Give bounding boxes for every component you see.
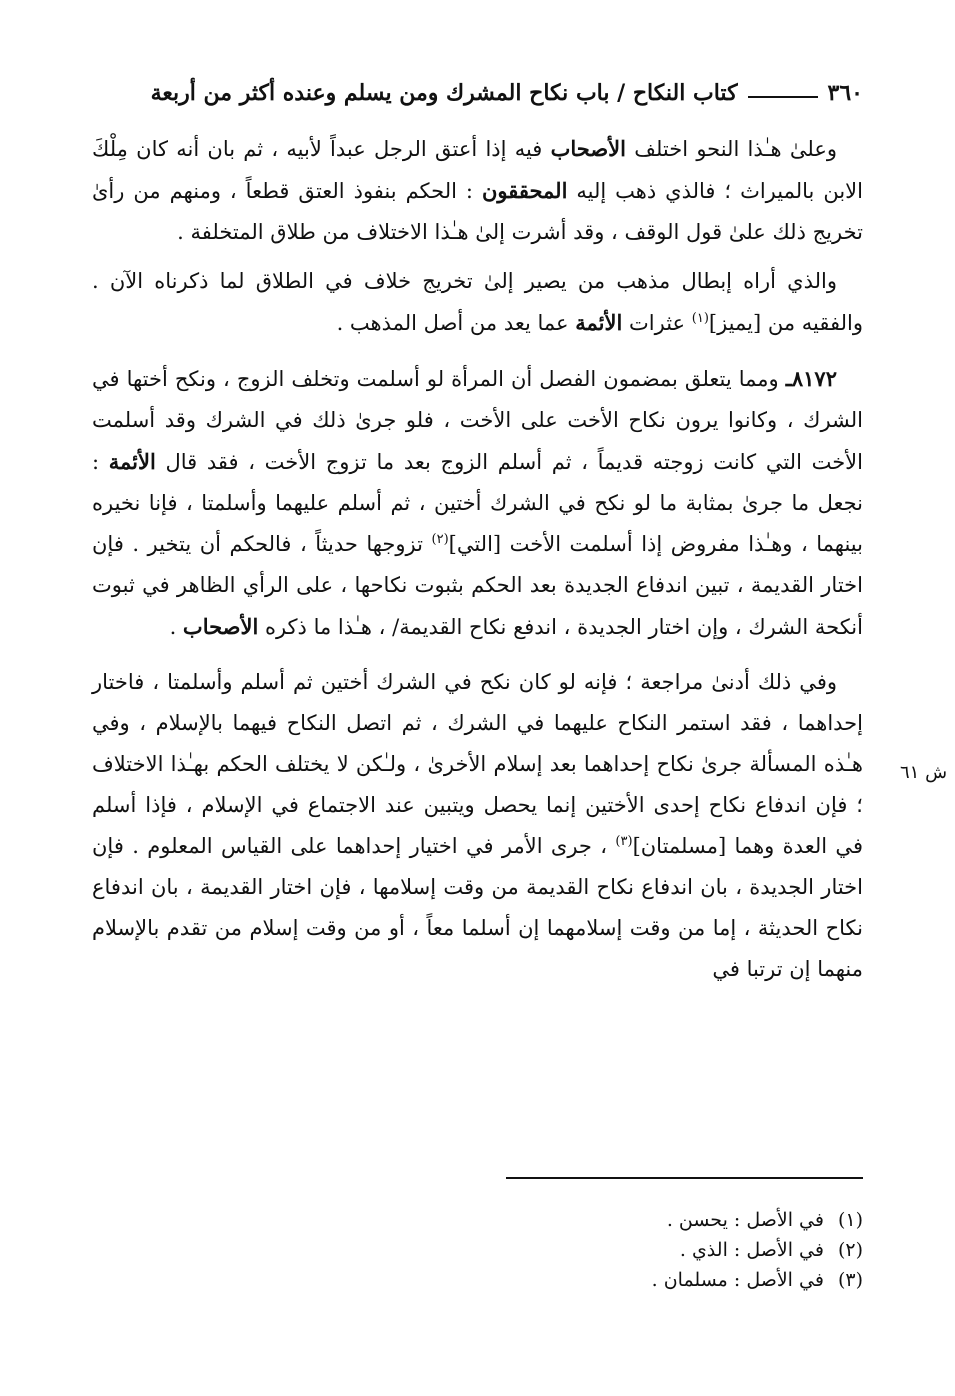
text-run: تزوجها حديثاً ، فالحكم أن يتخير . فإن اختار القديمة ، تبين اندفاع الجديدة بعد الحكم بثبوت نكاحها ، على الرأي الظاهر في ثبوت أنكحة الشرك ، وإن اختار الجديدة ، اندفع نكاح القديمة/ ، هـٰذا ما ذكره (92, 532, 863, 639)
bold-term: الأئمة (575, 310, 623, 335)
header-rule (748, 96, 818, 98)
text-run: : الحكم بنفوذ العتق قطعاً ، ومنهم من رأىٰ تخريج ذلك علىٰ قول الوقف ، وقد أشرت إلىٰ هـٰذا الاختلاف من طلاق المتخلفة . (92, 179, 863, 244)
text-run: عثرات (622, 311, 692, 335)
running-header (92, 80, 863, 106)
text-run: : نجعل ما جرىٰ بمثابة ما لو نكح في الشرك أختين ، ثم أسلم عليهما وأسلمتا ، فإنا نخيره بينهما ، وهـٰذا مفروض إذا أسلمت الأخت [التي] (92, 450, 863, 556)
main-text (92, 128, 863, 998)
footnote (92, 1235, 863, 1265)
paragraph (92, 128, 863, 253)
footnote-text: في الأصل : يحسن . (666, 1209, 824, 1231)
footnote-marker: (٢) (431, 532, 449, 547)
bold-term: الأئمة (108, 449, 156, 474)
margin-note: ش ٦١ (900, 762, 948, 783)
footnote (92, 1265, 863, 1295)
footnote-number: (٣) (837, 1269, 863, 1291)
text-run: والذي أراه إبطال مذهب من يصير إلىٰ تخريج خلاف في الطلاق لما ذكرناه الآن . والفقيه من [يميز] (92, 269, 863, 335)
footnote-marker: (١) (691, 311, 709, 326)
bold-term: الأصحاب (550, 136, 626, 161)
footnotes (92, 1205, 863, 1295)
page-number: ٣٦٠ (827, 80, 863, 106)
paragraph (92, 358, 863, 648)
text-run: عما يعد من أصل المذهب . (336, 311, 576, 335)
footnote-text: في الأصل : مسلمان . (651, 1269, 824, 1291)
text-run: وعلىٰ هـٰذا النحو اختلف (625, 137, 837, 161)
footnote-number: (٢) (837, 1239, 863, 1261)
text-run: ومما يتعلق بمضمون الفصل أن المرأة لو أسلمت وتخلف الزوج ، ونكح أختها في الشرك ، وكانوا يرون نكاح الأخت على الأخت ، فلو جرىٰ ذلك في الشرك وقد أسلمت الأخت التي كانت زوجته قديماً ، ثم أسلم الزوج بعد ما تزوج الأخت ، فقد قال (92, 367, 863, 474)
footnote-separator (506, 1177, 863, 1179)
bold-term: المحققون (481, 178, 568, 203)
footnote-marker: (٣) (615, 834, 633, 849)
paragraph (92, 261, 863, 344)
footnote-text: في الأصل : الذي . (679, 1239, 824, 1261)
text-run: وفي ذلك أدنىٰ مراجعة ؛ فإنه لو كان نكح في الشرك أختين ثم أسلم وأسلمتا ، فاختار إحداهما ، فقد استمر النكاح عليهما في الشرك ، ثم اتصل النكاح فيهما بالإسلام ، وفي هـٰذه المسألة جرىٰ نكاح إحداهما بعد إسلام الأخرىٰ ، ولـٰكن لا يختلف الحكم بهـٰذا الاختلاف ؛ فإن اندفاع نكاح إحدى الأختين إنما يحصل ويتبين عند الاجتماع في الإسلام ، فإذا أسلم في العدة وهما [مسلمتان] (92, 670, 863, 858)
bold-term: الأصحاب (182, 614, 259, 639)
footnote (92, 1205, 863, 1235)
text-run: ، جرى الأمر في اختيار إحداهما على القياس المعلوم . فإن اختار الجديدة ، بان اندفاع نكاح القديمة من وقت إسلامها ، فإن اختار القديمة ، بان اندفاع نكاح الحديثة ، إما من وقت إسلامهما إن أسلما معاً ، أو من وقت إسلام من تقدم بالإسلام منهما إن ترتبا في (92, 834, 863, 981)
header-title: كتاب النكاح / باب نكاح المشرك ومن يسلم وعنده أكثر من أربعة (150, 80, 738, 106)
paragraph (92, 662, 863, 990)
footnote-number: (١) (837, 1209, 863, 1231)
text-run: . (169, 615, 183, 639)
bold-term: ٨١٧٢ـ (785, 366, 837, 391)
text-run: فيه إذا أعتق الرجل عبداً لأبيه ، ثم بان أنه كان مِلْكَ الابن بالميراث ؛ فالذي ذهب إليه (92, 137, 863, 203)
